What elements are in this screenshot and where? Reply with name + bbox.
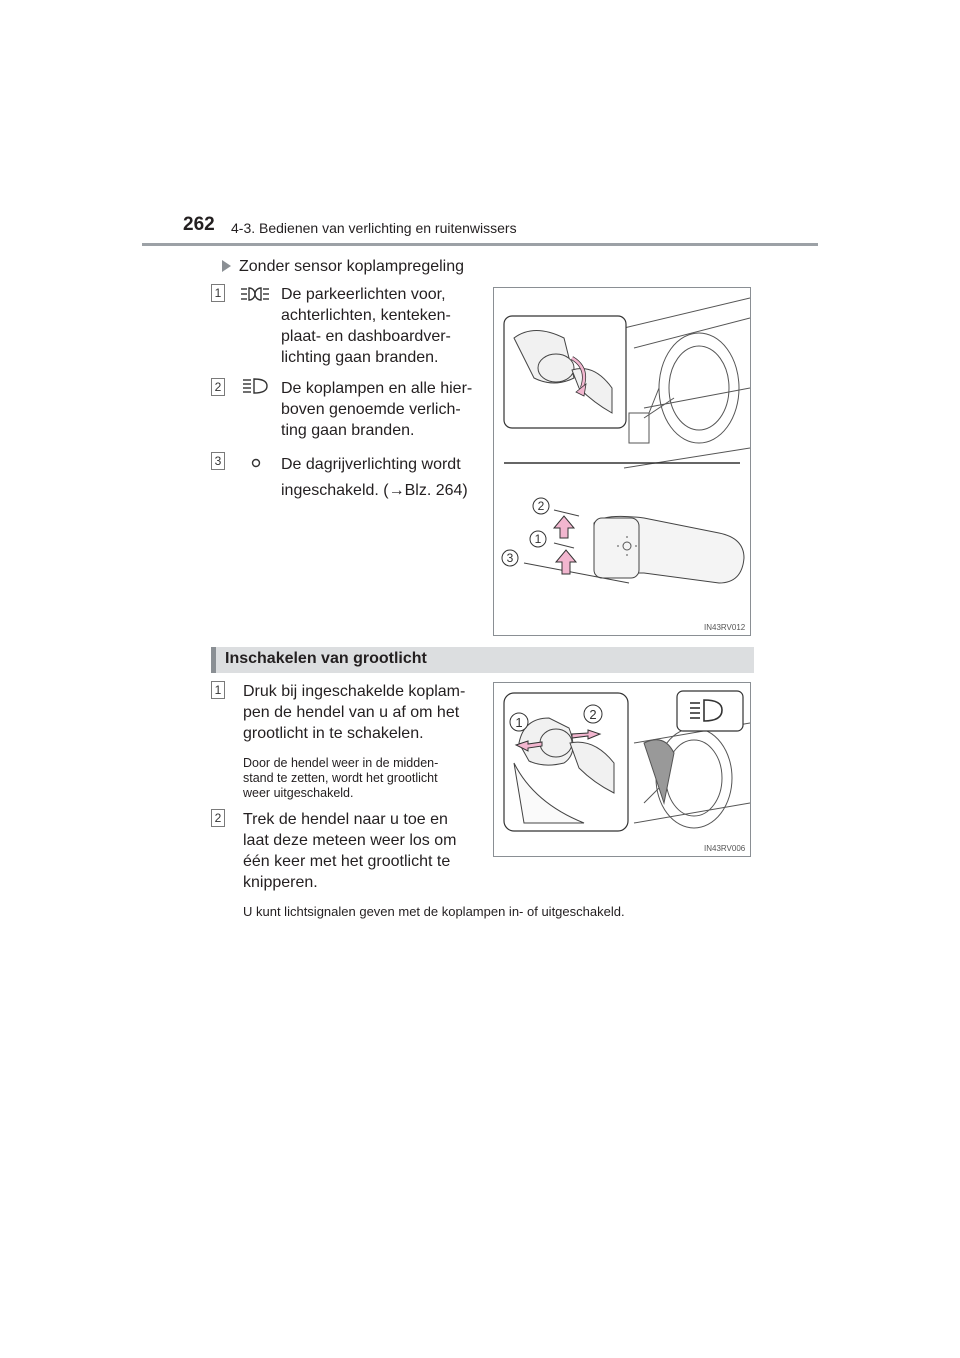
footer-note: U kunt lichtsignalen geven met de koplampen in- of uitgeschakeld. — [243, 904, 625, 919]
high-beam-2-line: laat deze meteen weer los om — [243, 832, 457, 849]
item-number-1: 1 — [211, 284, 225, 302]
parking-lights-icon — [240, 286, 270, 302]
callout-2: 2 — [589, 707, 597, 722]
item-number-2: 2 — [211, 378, 225, 396]
high-beam-figure — [493, 682, 751, 857]
item-1-text — [281, 284, 477, 368]
item-2-text — [281, 378, 477, 441]
item-3-line: De dagrijverlichting wordt — [281, 456, 461, 473]
item-1-line: plaat- en dashboardver- — [281, 328, 451, 345]
note-line: weer uitgeschakeld. — [243, 786, 354, 800]
note-line: stand te zetten, wordt het grootlicht — [243, 771, 438, 785]
headlights-icon — [242, 377, 268, 395]
high-beam-2-line: één keer met het grootlicht te — [243, 853, 451, 870]
triangle-bullet-icon — [222, 260, 231, 272]
header-divider — [142, 243, 818, 246]
subheading — [222, 258, 464, 276]
item-1-line: De parkeerlichten voor, — [281, 286, 446, 303]
high-beam-number-1: 1 — [211, 681, 225, 699]
callout-2: 2 — [537, 499, 545, 513]
note-line: Door de hendel weer in de midden- — [243, 756, 439, 770]
callout-1: 1 — [534, 532, 542, 546]
item-2-line: boven genoemde verlich- — [281, 401, 461, 418]
callout-3: 3 — [506, 551, 514, 565]
item-2-line: ting gaan branden. — [281, 422, 415, 439]
subheading-text: Zonder sensor koplampregeling — [239, 258, 465, 275]
item-3-line: ingeschakeld. (→Blz. 264) — [281, 482, 468, 499]
item-1-line: achterlichten, kenteken- — [281, 307, 451, 324]
high-beam-2-line: Trek de hendel naar u toe en — [243, 811, 448, 828]
high-beam-1-line: pen de hendel van u af om het — [243, 704, 460, 721]
drl-icon — [248, 455, 264, 471]
callout-1: 1 — [515, 715, 523, 730]
high-beam-number-2: 2 — [211, 809, 225, 827]
section-header — [211, 647, 754, 673]
high-beam-2-line: knipperen. — [243, 874, 318, 891]
figure1-code: IN43RV012 — [704, 623, 746, 632]
item-3-text — [281, 452, 477, 504]
high-beam-1-line: Druk bij ingeschakelde koplam- — [243, 683, 466, 700]
item-2-line: De koplampen en alle hier- — [281, 380, 473, 397]
high-beam-1-line: grootlicht in te schakelen. — [243, 725, 424, 742]
page-number: 262 — [183, 214, 215, 235]
chapter-title: 4-3. Bedienen van verlichting en ruitenwissers — [231, 220, 517, 236]
high-beam-2-text — [243, 809, 477, 893]
high-beam-1-note — [243, 756, 483, 801]
headlight-switch-figure — [493, 287, 751, 636]
high-beam-1-text — [243, 681, 477, 744]
section-title: Inschakelen van grootlicht — [225, 650, 427, 667]
figure2-code: IN43RV006 — [704, 844, 746, 853]
item-number-3: 3 — [211, 452, 225, 470]
item-1-line: lichting gaan branden. — [281, 349, 439, 366]
